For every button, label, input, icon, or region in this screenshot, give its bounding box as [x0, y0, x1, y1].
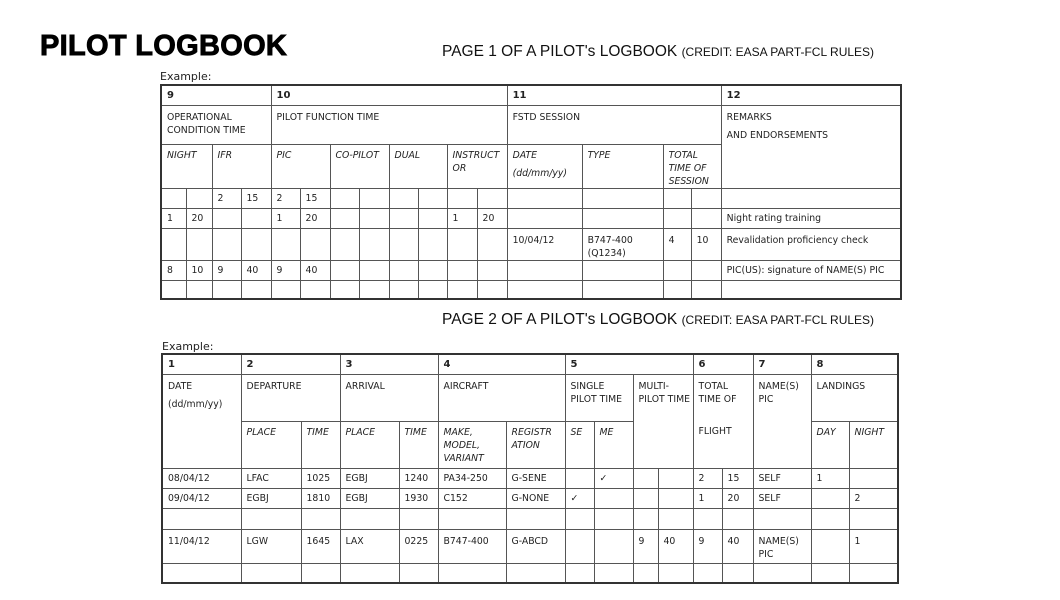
fstd-total-hours	[663, 188, 691, 208]
instructor-minutes	[477, 280, 507, 299]
page1-example-label: Example:	[160, 70, 212, 83]
pic-name: SELF	[753, 468, 811, 488]
arrival-time-header: TIME	[399, 421, 438, 468]
remarks: PIC(US): signature of NAME(S) PIC	[721, 260, 901, 280]
section-number-11: 11	[507, 85, 721, 105]
ifr-hours	[212, 228, 241, 260]
ifr-minutes	[241, 280, 271, 299]
copilot-minutes	[359, 208, 389, 228]
departure-place	[241, 563, 301, 583]
ifr-hours	[212, 280, 241, 299]
fstd-total-hours	[663, 280, 691, 299]
fstd-date	[507, 188, 582, 208]
section-title-row	[162, 374, 898, 421]
copilot-minutes	[359, 260, 389, 280]
instructor-hours: 1	[447, 208, 477, 228]
total-time-of-label: TOTAL TIME OF	[698, 380, 737, 405]
night-minutes: 10	[186, 260, 212, 280]
multi-engine-check-icon	[594, 508, 633, 529]
instructor-minutes	[477, 260, 507, 280]
names-pic-header: NAME(S) PIC	[753, 374, 811, 468]
instructor-hours	[447, 260, 477, 280]
remarks: Revalidation proficiency check	[721, 228, 901, 260]
pic-minutes: 20	[300, 208, 330, 228]
instructor-hours	[447, 188, 477, 208]
table-row	[161, 188, 901, 208]
copilot-hours	[330, 228, 359, 260]
fstd-type	[582, 188, 663, 208]
table-row	[162, 508, 898, 529]
dual-header: DUAL	[389, 144, 447, 188]
pic-hours	[271, 228, 300, 260]
departure-header: DEPARTURE	[241, 374, 340, 421]
fstd-type	[582, 208, 663, 228]
landings-night	[849, 468, 898, 488]
night-minutes	[186, 188, 212, 208]
section-title-row	[161, 105, 901, 144]
aircraft-registration: G-NONE	[506, 488, 565, 508]
section-number-1: 1	[162, 354, 241, 374]
copilot-minutes	[359, 188, 389, 208]
total-time-of-flight-header	[693, 374, 753, 468]
page1-heading	[442, 43, 874, 61]
page2-heading-text: PAGE 2 OF A PILOT's LOGBOOK	[442, 311, 678, 328]
landings-header: LANDINGS	[811, 374, 898, 421]
page2-heading	[442, 311, 874, 329]
copilot-hours	[330, 188, 359, 208]
ifr-minutes	[241, 208, 271, 228]
table-row	[162, 563, 898, 583]
fstd-type: B747-400 (Q1234)	[582, 228, 663, 260]
fstd-total-hours	[663, 260, 691, 280]
pic-minutes	[300, 280, 330, 299]
total-flight-hours	[693, 508, 722, 529]
instructor-minutes	[477, 228, 507, 260]
multi-pilot-hours: 9	[633, 529, 658, 563]
section-number-4: 4	[438, 354, 565, 374]
departure-place: EGBJ	[241, 488, 301, 508]
dual-minutes	[418, 260, 447, 280]
fstd-date-format: (dd/mm/yy)	[512, 167, 568, 179]
departure-place-header: PLACE	[241, 421, 301, 468]
remarks-header	[721, 105, 901, 188]
departure-place: LGW	[241, 529, 301, 563]
table-row	[161, 228, 901, 260]
pic-name: NAME(S) PIC	[753, 529, 811, 563]
multi-pilot-hours	[633, 468, 658, 488]
section-number-6: 6	[693, 354, 753, 374]
arrival-place	[340, 508, 399, 529]
pic-name	[753, 508, 811, 529]
arrival-time	[399, 508, 438, 529]
dual-hours	[389, 280, 418, 299]
dual-minutes	[418, 208, 447, 228]
total-flight-hours: 2	[693, 468, 722, 488]
multi-engine-check-icon	[594, 488, 633, 508]
aircraft-model: B747-400	[438, 529, 506, 563]
copilot-minutes	[359, 228, 389, 260]
remarks	[721, 188, 901, 208]
operational-condition-time-header: OPERATIONAL CONDITION TIME	[161, 105, 271, 144]
multi-pilot-hours	[633, 563, 658, 583]
multi-pilot-hours	[633, 488, 658, 508]
total-flight-minutes: 40	[722, 529, 753, 563]
aircraft-registration	[506, 508, 565, 529]
night-hours	[161, 280, 186, 299]
arrival-place-header: PLACE	[340, 421, 399, 468]
night-hours: 8	[161, 260, 186, 280]
section-number-10: 10	[271, 85, 507, 105]
aircraft-registration: G-ABCD	[506, 529, 565, 563]
dual-minutes	[418, 188, 447, 208]
landings-day-header: DAY	[811, 421, 849, 468]
pic-hours: 1	[271, 208, 300, 228]
night-minutes	[186, 228, 212, 260]
night-header: NIGHT	[161, 144, 212, 188]
instructor-hours	[447, 228, 477, 260]
page1-heading-text: PAGE 1 OF A PILOT's LOGBOOK	[442, 43, 678, 60]
landings-night	[849, 563, 898, 583]
departure-time: 1645	[301, 529, 340, 563]
multi-pilot-minutes	[658, 563, 693, 583]
section-number-9: 9	[161, 85, 271, 105]
ifr-hours	[212, 208, 241, 228]
fstd-type	[582, 260, 663, 280]
departure-time: 1025	[301, 468, 340, 488]
total-flight-minutes: 20	[722, 488, 753, 508]
pic-header: PIC	[271, 144, 330, 188]
page2-credit: (CREDIT: EASA PART-FCL RULES)	[681, 313, 875, 327]
arrival-time: 1930	[399, 488, 438, 508]
multi-engine-check-icon	[594, 563, 633, 583]
single-engine-header: SE	[565, 421, 594, 468]
dual-hours	[389, 208, 418, 228]
landings-day	[811, 508, 849, 529]
fstd-total-minutes	[691, 188, 721, 208]
aircraft-header: AIRCRAFT	[438, 374, 565, 421]
night-hours: 1	[161, 208, 186, 228]
departure-place: LFAC	[241, 468, 301, 488]
multi-engine-header: ME	[594, 421, 633, 468]
fstd-total-hours: 4	[663, 228, 691, 260]
total-flight-minutes	[722, 563, 753, 583]
pic-minutes: 15	[300, 188, 330, 208]
arrival-time: 1240	[399, 468, 438, 488]
night-minutes	[186, 280, 212, 299]
total-flight-minutes: 15	[722, 468, 753, 488]
flight-date	[162, 563, 241, 583]
single-engine-check-icon	[565, 563, 594, 583]
total-flight-hours: 9	[693, 529, 722, 563]
aircraft-registration	[506, 563, 565, 583]
flight-date: 11/04/12	[162, 529, 241, 563]
table-row	[162, 468, 898, 488]
pic-hours: 9	[271, 260, 300, 280]
fstd-total-hours	[663, 208, 691, 228]
single-engine-check-icon	[565, 508, 594, 529]
aircraft-model: PA34-250	[438, 468, 506, 488]
landings-night-header: NIGHT	[849, 421, 898, 468]
multi-pilot-minutes	[658, 468, 693, 488]
dual-minutes	[418, 280, 447, 299]
remarks	[721, 280, 901, 299]
endorsements-title: AND ENDORSEMENTS	[726, 129, 829, 141]
aircraft-model	[438, 563, 506, 583]
instructor-hours	[447, 280, 477, 299]
arrival-place: LAX	[340, 529, 399, 563]
night-minutes: 20	[186, 208, 212, 228]
total-flight-minutes	[722, 508, 753, 529]
logbook-page2-table	[161, 353, 899, 584]
landings-night: 1	[849, 529, 898, 563]
pic-name	[753, 563, 811, 583]
ifr-hours: 9	[212, 260, 241, 280]
departure-time: 1810	[301, 488, 340, 508]
copilot-hours	[330, 280, 359, 299]
pic-minutes	[300, 228, 330, 260]
fstd-type	[582, 280, 663, 299]
remarks-title: REMARKS	[726, 111, 772, 123]
landings-night: 2	[849, 488, 898, 508]
multi-pilot-minutes	[658, 508, 693, 529]
logbook-page1-table	[160, 84, 902, 300]
fstd-total-minutes	[691, 260, 721, 280]
pilot-function-time-header: PILOT FUNCTION TIME	[271, 105, 507, 144]
ifr-hours: 2	[212, 188, 241, 208]
fstd-total-time-header: TOTAL TIME OF SESSION	[663, 144, 721, 188]
dual-minutes	[418, 228, 447, 260]
date-format: (dd/mm/yy)	[168, 398, 223, 410]
fstd-date	[507, 280, 582, 299]
remarks: Night rating training	[721, 208, 901, 228]
night-hours	[161, 228, 186, 260]
fstd-total-minutes: 10	[691, 228, 721, 260]
ifr-header: IFR	[212, 144, 271, 188]
table-row	[161, 208, 901, 228]
flight-date: 08/04/12	[162, 468, 241, 488]
aircraft-model: C152	[438, 488, 506, 508]
pic-hours	[271, 280, 300, 299]
section-number-7: 7	[753, 354, 811, 374]
fstd-type-header: TYPE	[582, 144, 663, 188]
table-row	[162, 488, 898, 508]
single-pilot-time-header: SINGLE PILOT TIME	[565, 374, 633, 421]
section-number-2: 2	[241, 354, 340, 374]
section-number-row	[161, 85, 901, 105]
ifr-minutes	[241, 228, 271, 260]
section-number-3: 3	[340, 354, 438, 374]
table-row	[161, 260, 901, 280]
fstd-total-minutes	[691, 208, 721, 228]
flight-label: FLIGHT	[698, 425, 732, 437]
arrival-time	[399, 563, 438, 583]
instructor-header: INSTRUCT OR	[447, 144, 507, 188]
dual-hours	[389, 228, 418, 260]
page-title: PILOT LOGBOOK	[40, 30, 288, 62]
multi-pilot-time-header: MULTI- PILOT TIME	[633, 374, 693, 468]
departure-time-header: TIME	[301, 421, 340, 468]
instructor-minutes	[477, 188, 507, 208]
copilot-minutes	[359, 280, 389, 299]
aircraft-registration: G-SENE	[506, 468, 565, 488]
flight-date	[162, 508, 241, 529]
ifr-minutes: 40	[241, 260, 271, 280]
landings-day	[811, 488, 849, 508]
instructor-minutes: 20	[477, 208, 507, 228]
section-number-8: 8	[811, 354, 898, 374]
aircraft-model	[438, 508, 506, 529]
fstd-date	[507, 208, 582, 228]
date-header	[162, 374, 241, 468]
night-hours	[161, 188, 186, 208]
total-flight-hours	[693, 563, 722, 583]
pic-name: SELF	[753, 488, 811, 508]
fstd-date	[507, 260, 582, 280]
pic-minutes: 40	[300, 260, 330, 280]
table-row	[162, 529, 898, 563]
fstd-date: 10/04/12	[507, 228, 582, 260]
arrival-time: 0225	[399, 529, 438, 563]
dual-hours	[389, 188, 418, 208]
flight-date: 09/04/12	[162, 488, 241, 508]
landings-day	[811, 563, 849, 583]
multi-engine-check-icon: ✓	[594, 468, 633, 488]
multi-pilot-minutes	[658, 488, 693, 508]
copilot-hours	[330, 260, 359, 280]
fstd-date-header	[507, 144, 582, 188]
arrival-place	[340, 563, 399, 583]
page1-credit: (CREDIT: EASA PART-FCL RULES)	[681, 45, 875, 59]
dual-hours	[389, 260, 418, 280]
section-number-5: 5	[565, 354, 693, 374]
copilot-header: CO-PILOT	[330, 144, 389, 188]
arrival-place: EGBJ	[340, 488, 399, 508]
single-engine-check-icon	[565, 468, 594, 488]
departure-time	[301, 563, 340, 583]
multi-pilot-hours	[633, 508, 658, 529]
fstd-total-minutes	[691, 280, 721, 299]
copilot-hours	[330, 208, 359, 228]
section-number-12: 12	[721, 85, 901, 105]
multi-engine-check-icon	[594, 529, 633, 563]
page2-example-label: Example:	[162, 340, 214, 353]
make-model-variant-header: MAKE, MODEL, VARIANT	[438, 421, 506, 468]
section-number-row	[162, 354, 898, 374]
arrival-place: EGBJ	[340, 468, 399, 488]
single-engine-check-icon	[565, 529, 594, 563]
pic-hours: 2	[271, 188, 300, 208]
table-row	[161, 280, 901, 299]
date-label: DATE	[168, 380, 193, 392]
departure-time	[301, 508, 340, 529]
arrival-header: ARRIVAL	[340, 374, 438, 421]
ifr-minutes: 15	[241, 188, 271, 208]
departure-place	[241, 508, 301, 529]
landings-night	[849, 508, 898, 529]
registration-header: REGISTR ATION	[506, 421, 565, 468]
landings-day	[811, 529, 849, 563]
fstd-session-header: FSTD SESSION	[507, 105, 721, 144]
fstd-date-label: DATE	[512, 149, 537, 161]
single-engine-check-icon: ✓	[565, 488, 594, 508]
multi-pilot-minutes: 40	[658, 529, 693, 563]
landings-day: 1	[811, 468, 849, 488]
total-flight-hours: 1	[693, 488, 722, 508]
